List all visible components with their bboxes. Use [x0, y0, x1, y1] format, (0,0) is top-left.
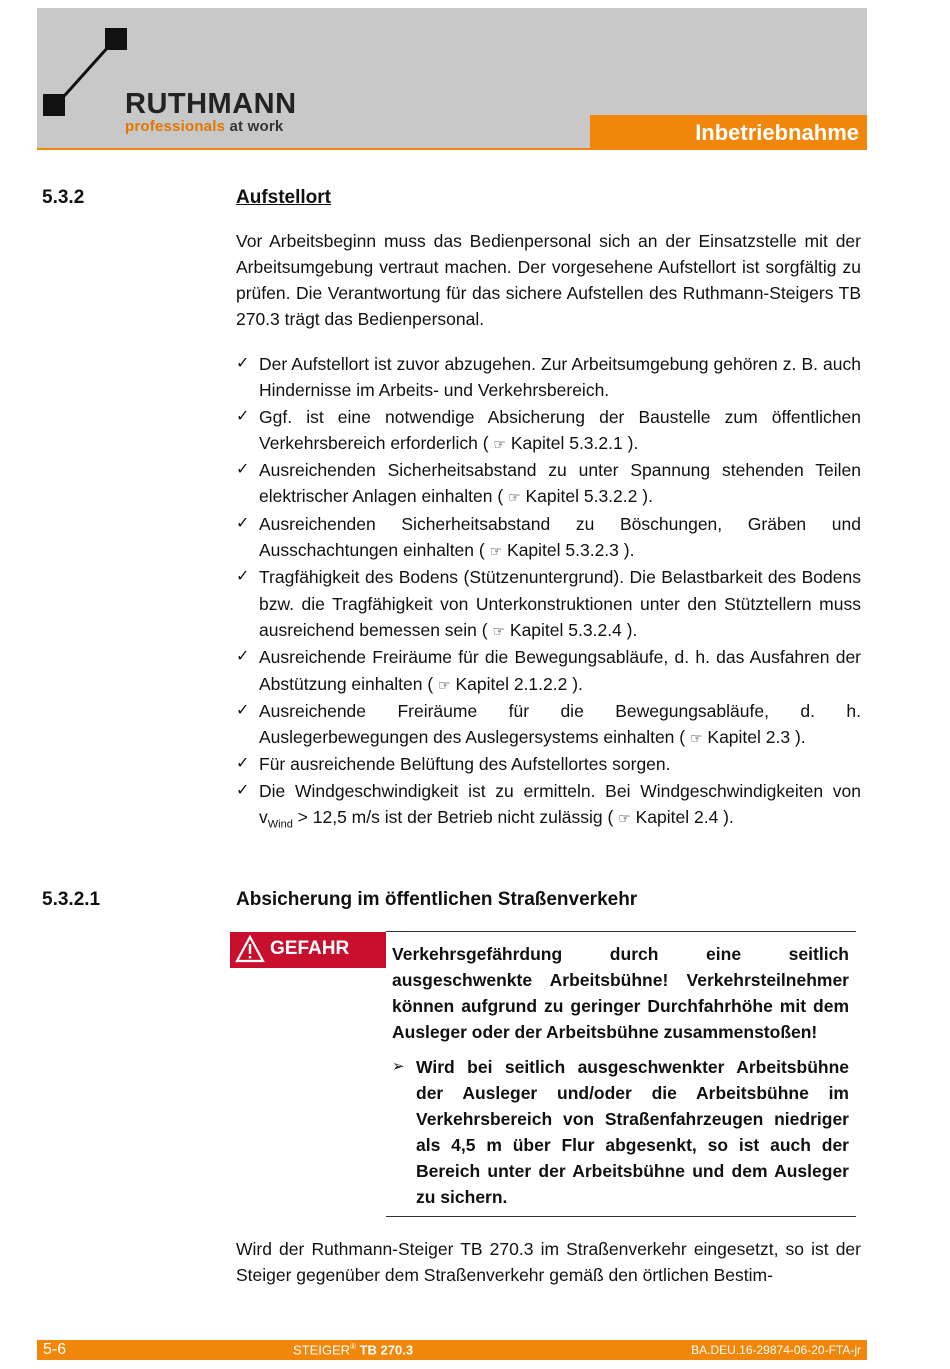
pointing-hand-icon: ☞: [492, 622, 506, 639]
chapter-link[interactable]: Kapitel 2.3: [707, 727, 791, 748]
pointing-hand-icon: ☞: [493, 435, 506, 452]
page-number: 5-6: [43, 1341, 67, 1358]
checkmark-icon: ✓: [236, 355, 250, 372]
pointing-hand-icon: ☞: [489, 543, 503, 560]
page-footer: [37, 1340, 867, 1360]
danger-label: GEFAHR: [270, 938, 350, 959]
checklist: [236, 351, 861, 838]
pointing-hand-icon: ☞: [438, 676, 451, 693]
warning-top-rule: [386, 931, 856, 932]
pointing-hand-icon: ☞: [618, 810, 631, 827]
list-item: ✓ Die Windgeschwindigkeit ist zu ermitteln. Bei Windgeschwindigkeiten von $v_{Wind} > 12,5$ m/s ist der Betrieb nicht zulässig ( ☞ Kapitel 2.4 ).: [236, 778, 861, 838]
intro-paragraph: Vor Arbeitsbeginn muss das Bedienpersonal sich an der Einsatzstelle mit der Arbeitsumgebung vertraut machen. Der vorgesehene Aufstellort ist sorgfältig zu prüfen. Die Verantwortung für das sichere Aufstellen des Ruthmann-Steigers TB 270.3 trägt das Bedienpersonal.: [236, 231, 861, 329]
page-header: [37, 8, 867, 150]
list-item: ✓ Ausreichende Freiräume für die Bewegungsabläufe, d. h. das Ausfahren der Abstützung einhalten ( ☞ Kapitel 2.1.2.2 ).: [236, 644, 861, 698]
checkmark-icon: ✓: [236, 755, 250, 773]
list-item: ✓ Ausreichende Freiräume für die Bewegungsabläufe, d. h. Auslegerbewegungen des Auslegersystems einhalten ( ☞ Kapitel 2.3 ).: [236, 698, 861, 752]
warning-text: Verkehrsgefährdung durch eine seitlich ausgeschwenkte Arbeitsbühne! Verkehrsteilnehmer können aufgrund zu geringer Durchfahrhöhe mit dem Ausleger oder der Arbeitsbühne zusammenstoßen!: [392, 944, 849, 1042]
subsection-number: 5.3.2.1: [42, 889, 101, 910]
warning-bottom-rule: [386, 1216, 856, 1217]
section-number: 5.3.2: [42, 187, 85, 208]
list-item: ✓ Ausreichenden Sicherheitsabstand zu Böschungen, Gräben und Ausschachtungen einhalten ( ☞ Kapitel 5.3.2.3 ).: [236, 511, 861, 565]
arrow-bullet-icon: ➢: [392, 1058, 405, 1075]
chapter-link[interactable]: Kapitel 5.3.2.1: [510, 432, 623, 453]
body-paragraph: Wird der Ruthmann-Steiger TB 270.3 im Straßenverkehr eingesetzt, so ist der Steiger gegenüber dem Straßenverkehr gemäß den örtlichen Bestim-: [236, 1239, 861, 1285]
list-item: ✓ Für ausreichende Belüftung des Aufstellortes sorgen.: [236, 751, 861, 777]
brand-name: RUTHMANN: [125, 88, 297, 120]
subsection-heading: Absicherung im öffentlichen Straßenverkehr: [236, 889, 638, 910]
header-divider: [37, 148, 867, 150]
checkmark-icon: ✓: [236, 781, 250, 799]
pointing-hand-icon: ☞: [689, 730, 703, 747]
section-title: Inbetriebnahme: [695, 120, 859, 145]
warning-triangle-icon: [235, 935, 265, 963]
warning-measure: ➢ Wird bei seitlich ausgeschwenkter Arbeitsbühne der Ausleger und/oder die Arbeitsbühne im Verkehrsbereich von Straßenfahrzeugen niedriger als 4,5 m über Flur abgesenkt, so ist auch der Bereich unter der Arbeitsbühne und dem Ausleger zu sichern.: [392, 1054, 849, 1210]
document-code: BA.DEU.16-29874-06-20-FTA-jr: [691, 1343, 861, 1357]
danger-badge: [230, 932, 386, 968]
checkmark-icon: ✓: [236, 514, 250, 532]
list-item: ✓ Der Aufstellort ist zuvor abzugehen. Zur Arbeitsumgebung gehören z. B. auch Hindernisse im Arbeits- und Verkehrsbereich.: [236, 351, 861, 404]
pointing-hand-icon: ☞: [508, 489, 521, 506]
checkmark-icon: ✓: [236, 701, 250, 719]
list-item: ✓ Ausreichenden Sicherheitsabstand zu unter Spannung stehenden Teilen elektrischer Anlagen einhalten ( ☞ Kapitel 5.3.2.2 ).: [236, 457, 861, 511]
chapter-link[interactable]: Kapitel 5.3.2.3: [507, 540, 619, 561]
chapter-link[interactable]: Kapitel 2.4: [635, 807, 719, 828]
list-item: ✓ Tragfähigkeit des Bodens (Stützenuntergrund). Die Belastbarkeit des Bodens bzw. die Tragfähigkeit von Unterkonstruktionen unter den Stütztellern muss ausreichend bemessen sein ( ☞ Kapitel 5.3.2.4 ).: [236, 564, 861, 644]
list-item: ✓ Ggf. ist eine notwendige Absicherung der Baustelle zum öffentlichen Verkehrsbereich erforderlich ( ☞ Kapitel 5.3.2.1 ).: [236, 404, 861, 458]
checkmark-icon: ✓: [236, 407, 250, 425]
section-bar: [590, 115, 867, 150]
product-name: STEIGER® TB 270.3: [293, 1342, 414, 1358]
checkmark-icon: ✓: [236, 568, 250, 586]
chapter-link[interactable]: Kapitel 5.3.2.2: [525, 486, 638, 507]
chapter-link[interactable]: Kapitel 2.1.2.2: [455, 673, 568, 694]
chapter-link[interactable]: Kapitel 5.3.2.4: [509, 619, 622, 640]
checkmark-icon: ✓: [236, 461, 250, 479]
brand-tagline: professionals at work: [125, 118, 284, 135]
ruthmann-logo-icon: [41, 26, 131, 126]
checkmark-icon: ✓: [236, 648, 250, 666]
section-heading: Aufstellort: [236, 187, 331, 208]
